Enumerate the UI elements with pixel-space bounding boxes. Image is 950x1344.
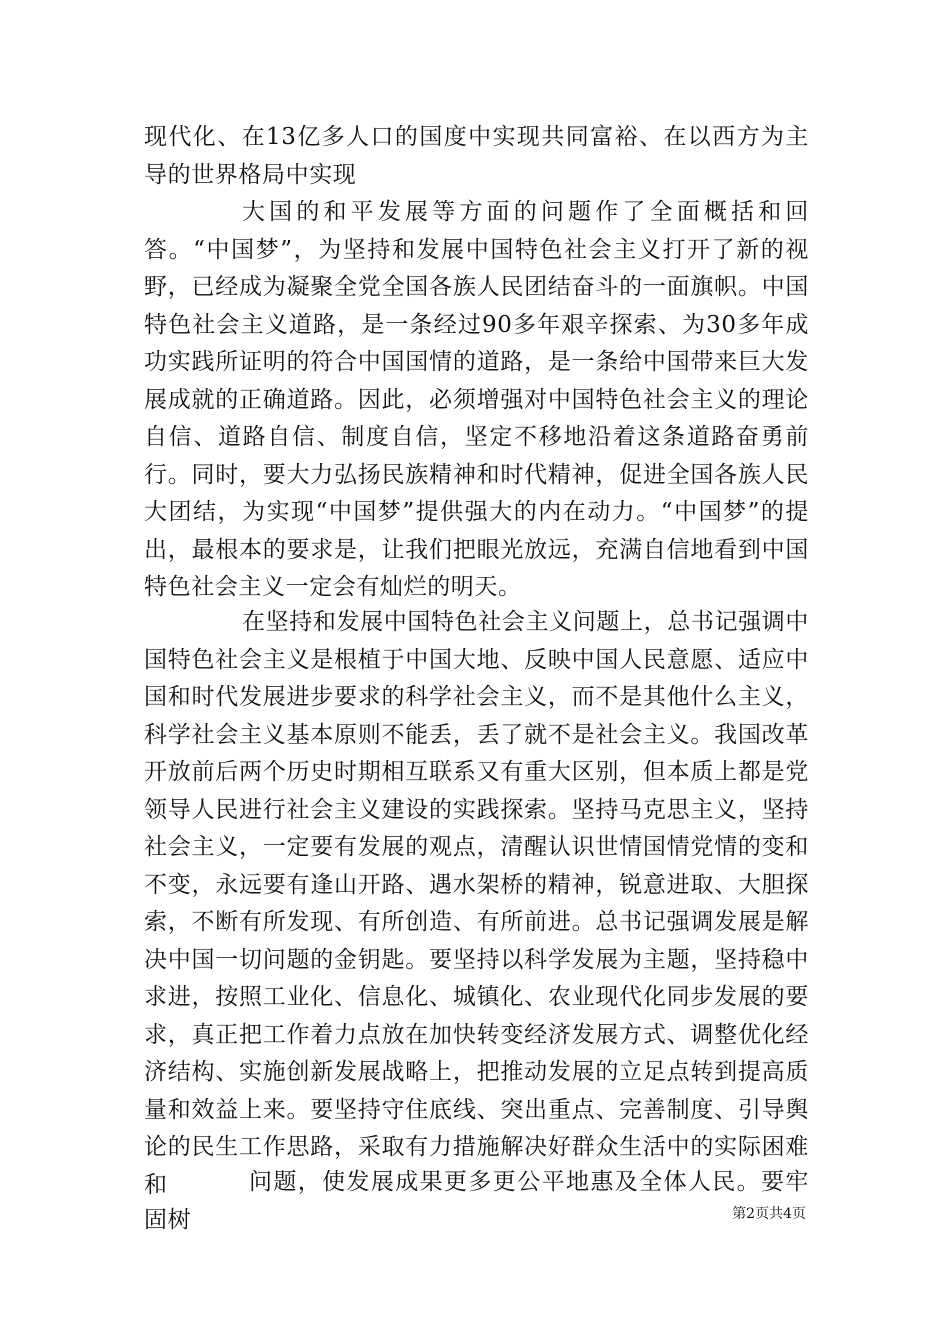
paragraph-2: 大国的和平发展等方面的问题作了全面概括和回答。“中国梦”，为坚持和发展中国特色社会主义打开了新的视野，已经成为凝聚全党全国各族人民团结奋斗的一面旗帜。中国特色社会主义道路，是一条经过90多年艰辛探索、为30多年成功实践所证明的符合中国国情的道路，是一条给中国带来巨大发展成就的正确道路。因此，必须增强对中国特色社会主义的理论自信、道路自信、制度自信，坚定不移地沿着这条道路奋勇前行。同时，要大力弘扬民族精神和时代精神，促进全国各族人民大团结，为实现“中国梦”提供强大的内在动力。“中国梦”的提出，最根本的要求是，让我们把眼光放远，充满自信地看到中国特色社会主义一定会有灿烂的明天。 xyxy=(144,199,809,600)
page-number: 第2页共4页 xyxy=(732,1206,806,1222)
paragraph-3: 在坚持和发展中国特色社会主义问题上，总书记强调中国特色社会主义是根植于中国大地、反映中国人民意愿、适应中国和时代发展进步要求的科学社会主义，而不是其他什么主义，科学社会主义基本原则不能丢，丢了就不是社会主义。我国改革开放前后两个历史时期相互联系又有重大区别，但本质上都是党领导人民进行社会主义建设的实践探索。坚持马克思主义，坚持社会主义，一定要有发展的观点，清醒认识世情国情党情的变和不变，永远要有逢山开路、遇水架桥的精神，锐意进取、大胆探索，不断有所发现、有所创造、有所前进。总书记强调发展是解决中国一切问题的金钥匙。要坚持以科学发展为主题，坚持稳中求进，按照工业化、信息化、城镇化、农业现代化同步发展的要求，真正把工作着力点放在加快转变经济发展方式、调整优化经济结构、实施创新发展战略上，把推动发展的立足点转到提高质量和效益上来。要坚持守住底线、突出重点、完善制度、引导舆论的民生工作思路，采取有力措施解决好群众生活中的实际困难和 xyxy=(144,609,809,1198)
paragraph-4: 问题，使发展成果更多更公平地惠及全体人民。要牢固树 xyxy=(144,1169,809,1233)
paragraph-1: 现代化、在13亿多人口的国度中实现共同富裕、在以西方为主导的世界格局中实现 xyxy=(144,124,809,188)
